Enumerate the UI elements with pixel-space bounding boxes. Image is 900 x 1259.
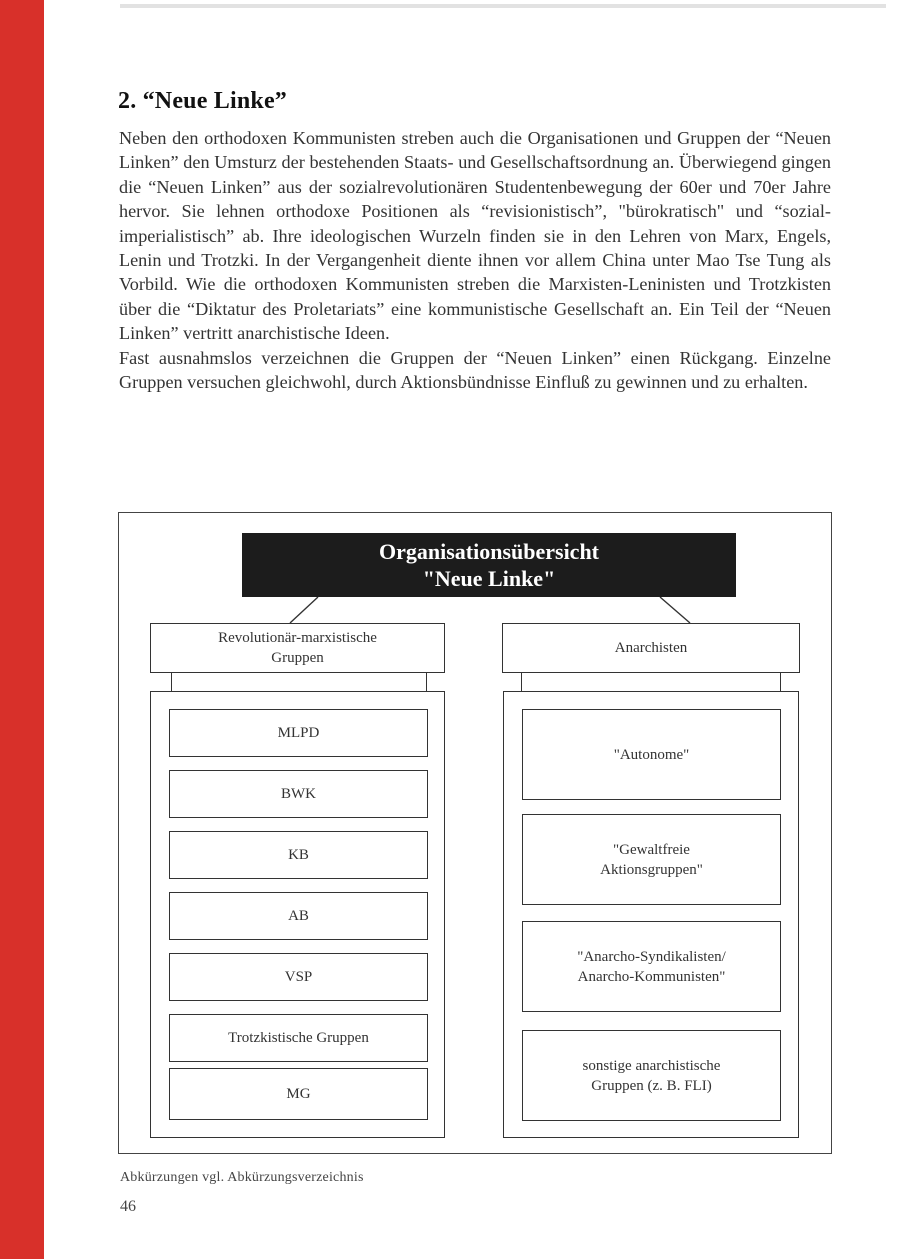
right-item-autonome xyxy=(522,709,781,800)
paragraph-1: Neben den orthodoxen Kommunisten streben auch die Organisationen und Gruppen der “Neuen Linken” den Umsturz der bestehenden Staats- und Gesellschaftsordnung an. Überwiegend gingen die “Neuen Linken” aus der sozialrevolutionären Studentenbewegung der 60er und 70er Jahre hervor. Sie lehnen orthodoxe Positionen als “revisionistisch”, "bürokratisch" und “sozial-imperialistisch” ab. Ihre ideologischen Wurzeln finden sie in den Lehren von Marx, Engels, Lenin und Trotzki. In der Vergangenheit diente ihnen vor allem China unter Mao Tse Tung als Vorbild. Wie die orthodoxen Kommunisten streben die Marxisten-Leninisten und Trotzkisten über die “Diktatur des Proletariats” eine kommunistische Gesellschaft an. Ein Teil der “Neuen Linken” vertritt anarchistische Ideen. xyxy=(119,128,831,344)
left-item-mlpd: MLPD xyxy=(169,709,428,757)
right-item-anarcho-line1: "Anarcho-Syndikalisten/ xyxy=(577,948,726,965)
right-item-gewaltfreie-line2: Aktionsgruppen" xyxy=(600,861,703,878)
paragraph-2: Fast ausnahmslos verzeichnen die Gruppen der “Neuen Linken” einen Rückgang. Einzelne Gruppen versuchen gleichwohl, durch Aktionsbündnisse Einfluß zu gewinnen und zu erhalten. xyxy=(119,347,831,393)
right-item-sonstige-line1: sonstige anarchistische xyxy=(582,1057,721,1074)
left-item-kb: KB xyxy=(169,831,428,879)
right-item-anarcho xyxy=(522,921,781,1012)
left-stem-a xyxy=(171,672,172,692)
right-header-box: Anarchisten xyxy=(502,623,800,673)
left-stem-b xyxy=(426,672,427,692)
page-number: 46 xyxy=(120,1198,136,1215)
left-item-mg: MG xyxy=(169,1068,428,1120)
section-heading: 2. “Neue Linke” xyxy=(118,88,288,114)
connector-left xyxy=(290,597,318,623)
left-item-bwk: BWK xyxy=(169,770,428,818)
left-header-line2: Gruppen xyxy=(271,650,324,666)
left-item-vsp: VSP xyxy=(169,953,428,1001)
right-item-gewaltfreie-line1: "Gewaltfreie xyxy=(613,841,690,858)
right-item-autonome-line1: "Autonome" xyxy=(613,746,690,763)
right-item-gewaltfreie xyxy=(522,814,781,905)
left-header-box xyxy=(150,623,445,673)
right-item-sonstige xyxy=(522,1030,781,1121)
right-stem-a xyxy=(521,672,522,692)
right-stem-b xyxy=(780,672,781,692)
left-item-trotzkistische-gruppen: Trotzkistische Gruppen xyxy=(169,1014,428,1062)
connector-right xyxy=(660,597,690,623)
right-item-anarcho-line2: Anarcho-Kommunisten" xyxy=(577,968,726,985)
left-header-line1: Revolutionär-marxistische xyxy=(218,630,377,646)
chart-title-box xyxy=(242,533,736,597)
left-item-ab: AB xyxy=(169,892,428,940)
right-item-sonstige-line2: Gruppen (z. B. FLI) xyxy=(591,1077,712,1094)
footnote: Abkürzungen vgl. Abkürzungsverzeichnis xyxy=(120,1170,364,1185)
chart-title-line1: Organisationsübersicht xyxy=(378,539,600,564)
chart-title-line2: "Neue Linke" xyxy=(422,566,556,591)
